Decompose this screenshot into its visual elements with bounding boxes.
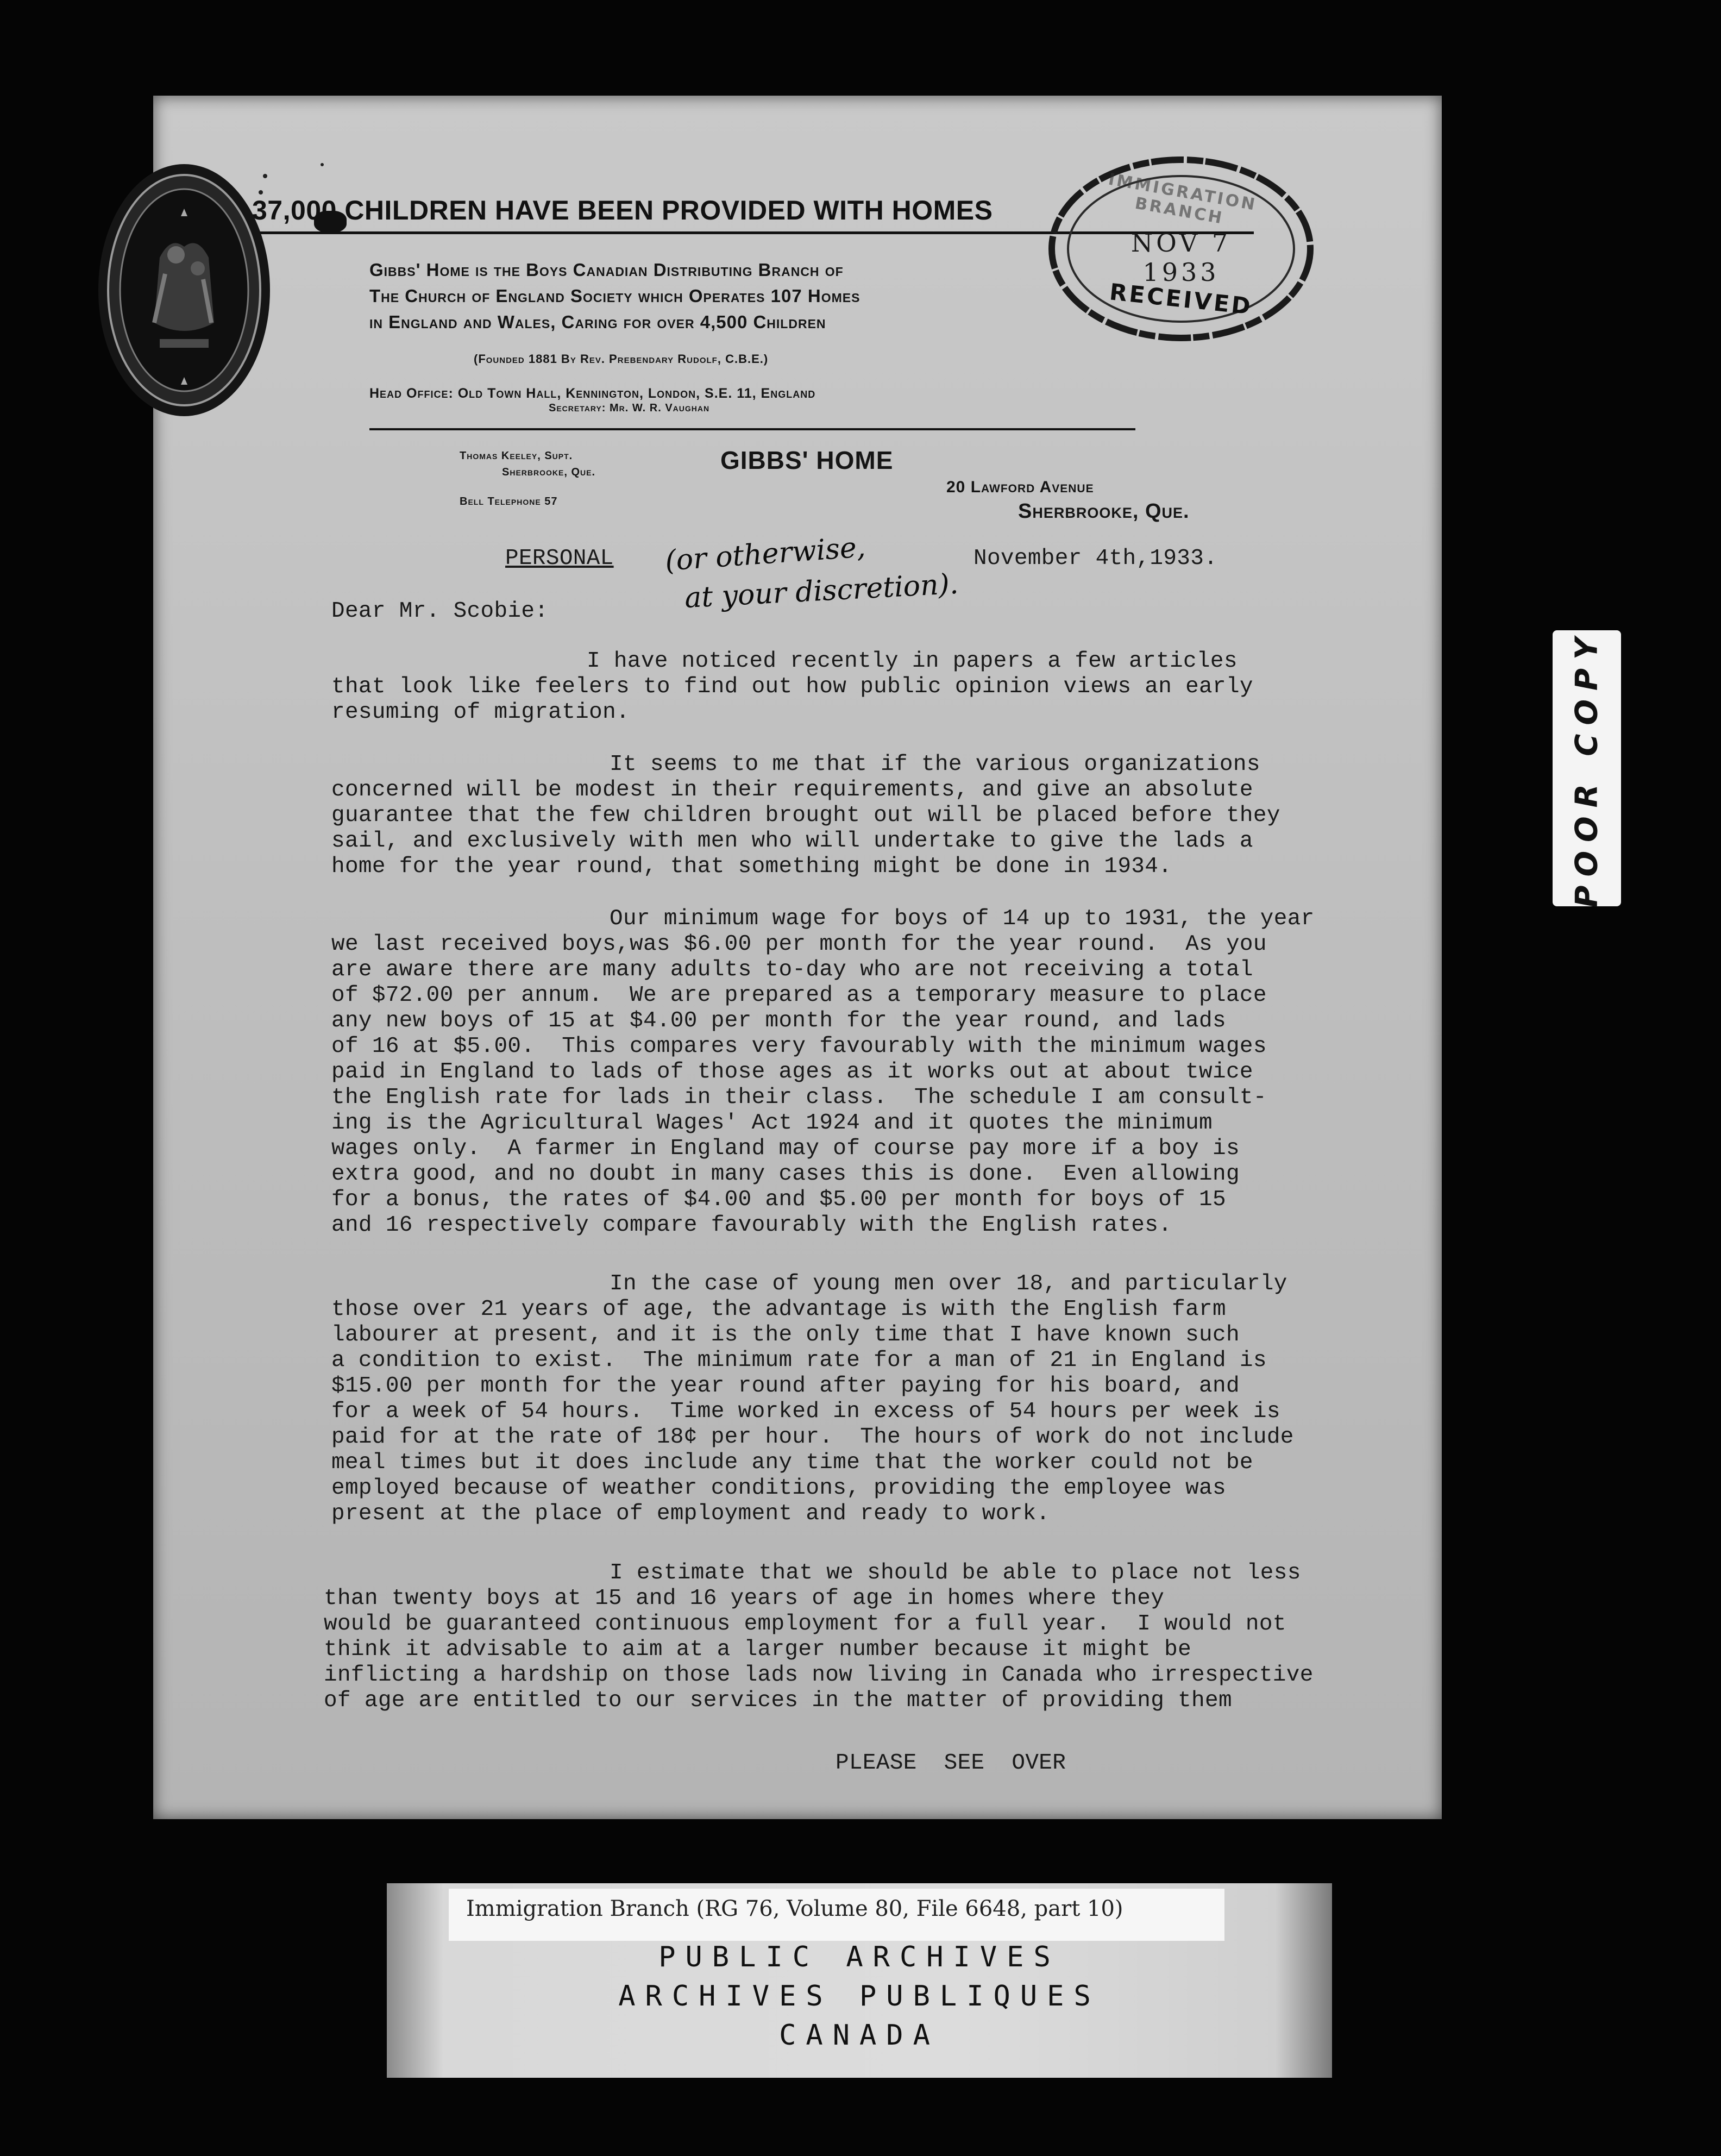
body-line: for a week of 54 hours. Time worked in excess of 54 hours per week is bbox=[331, 1399, 1280, 1424]
body-line: employed because of weather conditions, providing the employee was bbox=[331, 1476, 1226, 1501]
body-line: would be guaranteed continuous employment for a full year. I would not bbox=[324, 1612, 1286, 1637]
letterhead-headline: 37,000 CHILDREN HAVE BEEN PROVIDED WITH HOMES bbox=[252, 195, 993, 225]
stamp-received: RECEIVED bbox=[1108, 278, 1254, 320]
secretary-line: Secretary: Mr. W. R. Vaughan bbox=[549, 402, 710, 414]
body-line: resuming of migration. bbox=[331, 700, 630, 725]
founded-line: (Founded 1881 By Rev. Prebendary Rudolf, C.B.E.) bbox=[474, 352, 769, 366]
body-line: inflicting a hardship on those lads now living in Canada who irrespective bbox=[324, 1663, 1314, 1688]
body-line: It seems to me that if the various organizations bbox=[610, 752, 1260, 777]
poor-copy-text: POOR COPY bbox=[1569, 629, 1605, 908]
superintendent-city: Sherbrooke, Que. bbox=[502, 466, 596, 478]
body-line: home for the year round, that something might be done in 1934. bbox=[331, 854, 1172, 879]
archive-line: PUBLIC ARCHIVES bbox=[658, 1941, 1060, 1973]
body-line: of age are entitled to our services in the matter of providing them bbox=[324, 1688, 1232, 1713]
letterhead-intro-line: The Church of England Society which Operates 107 Homes bbox=[369, 286, 860, 306]
body-line: wages only. A farmer in England may of course pay more if a boy is bbox=[331, 1136, 1240, 1161]
body-line: meal times but it does include any time that the worker could not be bbox=[331, 1450, 1253, 1475]
superintendent-name: Thomas Keeley, Supt. bbox=[460, 450, 573, 462]
body-line: paid for at the rate of 18¢ per hour. The hours of work do not include bbox=[331, 1425, 1294, 1450]
body-line: ing is the Agricultural Wages' Act 1924 and it quotes the minimum bbox=[331, 1111, 1213, 1136]
salutation: Dear Mr. Scobie: bbox=[331, 599, 549, 624]
received-stamp bbox=[1045, 151, 1317, 347]
please-see-over: PLEASE SEE OVER bbox=[836, 1751, 1066, 1776]
body-line: those over 21 years of age, the advantage is with the English farm bbox=[331, 1297, 1226, 1322]
address-line: 20 Lawford Avenue bbox=[946, 478, 1094, 496]
body-line: the English rate for lads in their class. The schedule I am consult- bbox=[331, 1085, 1267, 1110]
body-line: I estimate that we should be able to place not less bbox=[610, 1560, 1301, 1585]
archive-reference: Immigration Branch (RG 76, Volume 80, File 6648, part 10) bbox=[466, 1896, 1123, 1921]
body-line: guarantee that the few children brought out will be placed before they bbox=[331, 803, 1280, 828]
head-office-line: Head Office: Old Town Hall, Kennington, London, S.E. 11, England bbox=[369, 386, 816, 401]
body-line: and 16 respectively compare favourably with the English rates. bbox=[331, 1213, 1172, 1238]
body-line: Our minimum wage for boys of 14 up to 1931, the year bbox=[610, 906, 1315, 931]
letterhead-divider bbox=[369, 428, 1135, 430]
body-line: for a bonus, the rates of $4.00 and $5.00 per month for boys of 15 bbox=[331, 1187, 1226, 1212]
body-line: of 16 at $5.00. This compares very favourably with the minimum wages bbox=[331, 1034, 1267, 1059]
body-line: any new boys of 15 at $4.00 per month for the year round, and lads bbox=[331, 1008, 1226, 1033]
address-line: Sherbrooke, Que. bbox=[1018, 500, 1190, 523]
letterhead-intro-line: in England and Wales, Caring for over 4,500 Children bbox=[369, 312, 826, 332]
body-line: that look like feelers to find out how public opinion views an early bbox=[331, 674, 1253, 699]
letter-date: November 4th,1933. bbox=[973, 546, 1218, 571]
body-line: of $72.00 per annum. We are prepared as a temporary measure to place bbox=[331, 983, 1267, 1008]
body-line: than twenty boys at 15 and 16 years of age in homes where they bbox=[324, 1586, 1165, 1611]
org-name: GIBBS' HOME bbox=[720, 446, 894, 474]
archive-line: CANADA bbox=[779, 2019, 940, 2052]
archive-line: ARCHIVES PUBLIQUES bbox=[618, 1980, 1101, 2013]
personal-marking: PERSONAL bbox=[505, 546, 614, 571]
poor-copy-label bbox=[1553, 630, 1621, 906]
stamp-date: NOV 7 1933 bbox=[1130, 228, 1232, 287]
body-line: we last received boys,was $6.00 per month for the year round. As you bbox=[331, 932, 1267, 957]
body-line: In the case of young men over 18, and particularly bbox=[610, 1271, 1287, 1296]
body-line: sail, and exclusively with men who will undertake to give the lads a bbox=[331, 829, 1253, 854]
body-line: I have noticed recently in papers a few articles bbox=[587, 649, 1238, 674]
society-seal bbox=[95, 160, 274, 421]
letterhead-intro-line: Gibbs' Home is the Boys Canadian Distributing Branch of bbox=[369, 260, 844, 280]
body-line: a condition to exist. The minimum rate for a man of 21 in England is bbox=[331, 1348, 1267, 1373]
handwritten-note-line: at your discretion). bbox=[683, 567, 959, 615]
body-line: present at the place of employment and ready to work. bbox=[331, 1501, 1050, 1526]
body-line: labourer at present, and it is the only time that I have known such bbox=[331, 1323, 1240, 1348]
body-line: paid in England to lads of those ages as it works out at about twice bbox=[331, 1060, 1253, 1085]
body-line: are aware there are many adults to-day who are not receiving a total bbox=[331, 957, 1253, 982]
body-line: think it advisable to aim at a larger number because it might be bbox=[324, 1637, 1192, 1662]
body-line: extra good, and no doubt in many cases this is done. Even allowing bbox=[331, 1162, 1240, 1187]
telephone-line: Bell Telephone 57 bbox=[460, 496, 558, 507]
paper-speck bbox=[321, 163, 324, 166]
handwritten-note-line: (or otherwise, bbox=[664, 531, 867, 578]
stamp-top-text: IMMIGRATION BRANCH bbox=[1107, 170, 1259, 228]
body-line: $15.00 per month for the year round after paying for his board, and bbox=[331, 1374, 1240, 1399]
body-line: concerned will be modest in their requirements, and give an absolute bbox=[331, 778, 1253, 803]
